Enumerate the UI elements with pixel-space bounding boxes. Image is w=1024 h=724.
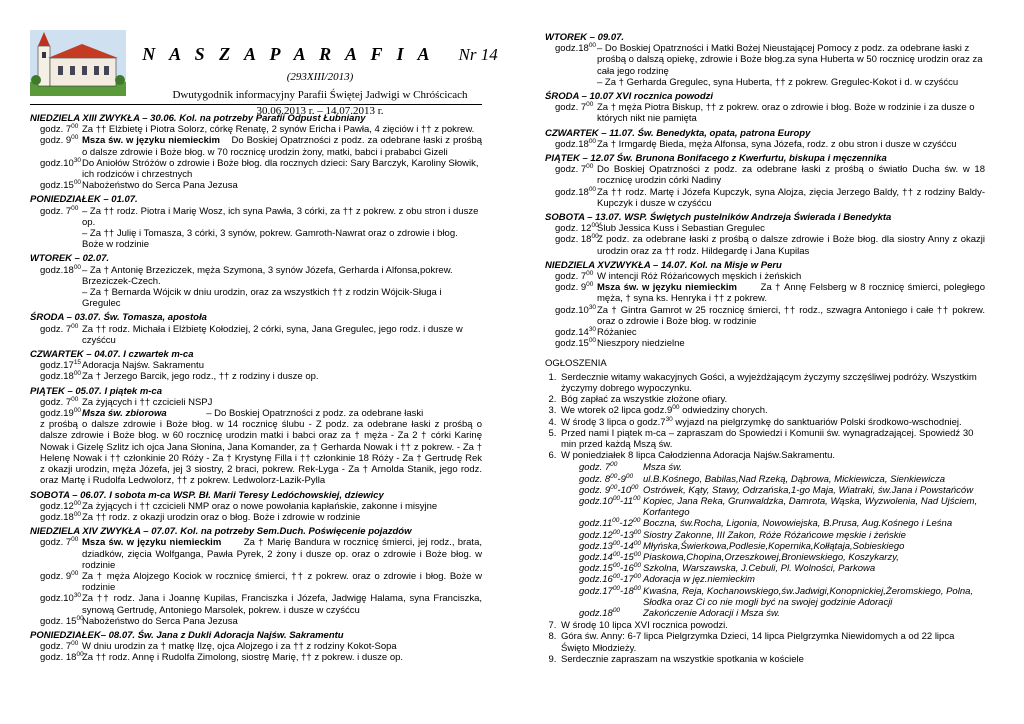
announcements-list <box>545 372 985 665</box>
day-section <box>545 91 985 125</box>
day-heading: CZWARTEK – 04.07. I czwartek m-ca <box>30 349 194 361</box>
day-section <box>30 526 482 627</box>
mass-entry <box>545 327 985 338</box>
mass-entry <box>30 397 482 408</box>
mass-intention: Za † męża Piotra Biskup, †† z pokrew. oraz o zdrowie i błog. Boże w rodzinie i za dusze o których nikt nie pamięta <box>597 102 975 125</box>
adoration-time: $godz.18^{00}$ <box>579 606 621 619</box>
mass-time: godz. $7^{00}$ <box>555 163 594 176</box>
mass-time: $godz.18^{00}$ <box>40 370 82 383</box>
mass-time: $godz.12^{00}$ <box>40 499 82 512</box>
mass-intention: Za †† Elżbietę i Piotra Solorz, córkę Renatę, 2 synów Ericha i Pawła, 4 zięciów i †† z pokrew. <box>82 124 475 136</box>
adoration-row <box>561 586 985 608</box>
adoration-time: godz. $8^{00}-9^{00}$ <box>579 472 634 485</box>
adoration-group: Młyńska,Świerkowa,Podlesie,Kopernika,Kołłątaja,Sobieskiego <box>643 540 905 552</box>
mass-intention: Msza św. zbiorowa – Do Boskiej Opatrzności z podz. za odebrane łaski <box>82 408 424 420</box>
mass-intention: Za †† rodz. Martę i Józefa Kupczyk, syna Alojza, zięcia Jerzego Baldy, †† z rodziny Baldy-Kupczyk i dusze w czyśćcu <box>597 186 985 209</box>
day-heading: CZWARTEK – 11.07. Św. Benedykta, opata, patrona Europy <box>545 127 811 139</box>
mass-entry <box>545 338 985 349</box>
mass-intention: Msza św. w języku niemieckim Do Boskiej Opatrzności z podz. za odebrane łaski z prośbą o dalsze zdrowie i Boże błog. w 70 rocznicę urodzin żony, matki, babci i prababci Gizeli <box>82 135 482 158</box>
adoration-group: Zakończenie Adoracji i Msza św. <box>643 607 780 619</box>
day-section <box>30 194 482 250</box>
adoration-row <box>561 541 985 552</box>
adoration-row <box>561 530 985 541</box>
mass-entry <box>30 287 482 309</box>
announcement-item: 3. We wtorek o2 lipca $godz.9^{00}$ odwiedziny chorych. <box>559 405 985 416</box>
adoration-time: godz. $9^{00}-10^{00}$ <box>579 483 639 496</box>
day-heading: NIEDZIELA XIII ZWYKŁA – 30.06. Kol. na potrzeby Parafii Odpust Łubniany <box>30 113 366 124</box>
adoration-time: $godz.12^{00}-13^{00}$ <box>579 528 642 541</box>
mass-intention: Ślub Jessica Kuss i Sebastian Gregulec <box>597 223 765 235</box>
day-heading: SOBOTA – 06.07. I sobota m-ca WSP. Bł. Marii Teresy Ledóchowskiej, dziewicy <box>30 489 384 501</box>
mass-time: godz. $7^{00}$ <box>40 322 79 335</box>
mass-entry <box>545 223 985 234</box>
right-column <box>545 32 985 665</box>
day-heading: ŚRODA – 03.07. Św. Tomasza, apostoła <box>30 312 207 324</box>
mass-entry <box>30 265 482 287</box>
mass-entry <box>30 512 482 523</box>
mass-intention: Nabożeństwo do Serca Pana Jezusa <box>82 615 238 627</box>
mass-entry <box>30 324 482 346</box>
mass-intention: Za † Jerzego Barcik, jego rodz., †† z rodziny i dusze op. <box>82 371 319 383</box>
adoration-row <box>561 485 985 496</box>
mass-intention: Za żyjących i †† czcicieli NMP oraz o nowe powołania kapłańskie, zakonne i misyjne <box>82 500 438 512</box>
mass-intention: Msza św. w języku niemieckim Za † Annę Felsberg w 8 rocznicę śmierci, poległego męża, † syna ks. Henryka i †† z pokrew. <box>597 282 985 305</box>
day-section <box>30 490 482 524</box>
mass-entry <box>545 305 985 327</box>
mass-intention: z prośbą o dalsze zdrowie i Boże błog. w 14 rocznicę ślubu - Z podz. za odebrane łaski z prośbą o dalsze zdrowie i Boże błog. w 60 rocznicę urodzin matki i babci oraz za † męża - Za 2 † córki Karinę Nowak i Gizelę Szlitz ich ojca Jana Słonina, Jana Komander, za † Gerharda Nowak i †† z pokrew. - Za † Helenę Nowak i †† członkinie 20 Róży - Za † Krystynę Filla i †† członkinie 18 Róży - Za † Gertrudę Rek z okazji urodzin, męża Józefa, jej 3 siostry, 2 braci, pokrew. Rek-Lyga - Za † Arnolda Stanik, jego rodz. oraz Martę i Rudolfa Ledwolorz, †† z pokrew. Ledwolorz-Lazik-Pylla <box>40 419 482 487</box>
mass-time: godz. $7^{00}$ <box>555 101 594 114</box>
masthead-divider <box>30 104 482 105</box>
mass-intention: – Za † Bernarda Wójcik w dniu urodzin, oraz za wszystkich †† z rodzin Wójcik-Sługa i Greguleс <box>82 287 442 310</box>
adoration-time: $godz.14^{00}-15^{00}$ <box>579 550 642 563</box>
mass-time: $godz.15^{00}$ <box>40 179 82 192</box>
day-section <box>30 349 482 383</box>
mass-time: $godz.18^{00}$ <box>555 137 597 150</box>
mass-entry <box>545 77 985 88</box>
mass-entry <box>30 593 482 615</box>
mass-entry <box>545 282 985 304</box>
adoration-time: $godz.11^{00}-12^{00}$ <box>579 517 641 530</box>
mass-time: $godz.19^{00}$ <box>40 406 82 420</box>
mass-intention: W intencji Róż Różańcowych męskich i żeńskich <box>597 271 802 283</box>
adoration-time: $godz.16^{00}-17^{00}$ <box>579 573 642 586</box>
adoration-group: Kwaśna, Reja, Kochanowskiego,św.Jadwigi,Konopnickiej,Żeromskiego, Polna, Słodka oraz Ci co nie mogli być na swojej godzinie Adoracji <box>643 585 974 608</box>
mass-intention: Za †† rodz. Michała i Elżbietę Kołodziej, 2 córki, syna, Jana Gregulec, jego rodz. i dusze w czyśćcu <box>82 323 463 346</box>
mass-entry <box>545 102 985 124</box>
day-section <box>545 212 985 257</box>
day-section <box>545 153 985 209</box>
newsletter-title: N A S Z A P A R A F I A <box>142 44 435 64</box>
adoration-time: $godz.15^{00}-16^{00}$ <box>579 561 642 575</box>
mass-time: $godz.10^{30}$ <box>40 156 82 169</box>
mass-entry <box>30 616 482 627</box>
day-section <box>30 312 482 346</box>
adoration-group: Boczna, św.Rocha, Ligonia, Nowowiejska, B.Prusa, Aug.Kośnego i Leśna <box>643 518 953 530</box>
mass-entry <box>545 43 985 77</box>
mass-entry <box>545 187 985 209</box>
announcement-item: 4. W środę 3 lipca o $godz.7^{30}$ wyjazd na pielgrzymkę do sanktuariów Polski środkowo-wschodniej. <box>559 417 985 428</box>
mass-entry <box>30 641 482 652</box>
mass-time: godz. $7^{00}$ <box>40 123 79 136</box>
mass-time: godz. $15^{00}$ <box>40 614 84 627</box>
church-illustration <box>30 30 126 96</box>
day-heading: WTOREK – 09.07. <box>545 32 625 43</box>
day-heading: PONIEDZIAŁEK– 08.07. Św. Jana z Dukli Adoracja Najśw. Sakramentu <box>30 629 344 641</box>
adoration-schedule <box>561 462 985 619</box>
adoration-row <box>561 518 985 529</box>
mass-time: godz. $9^{00}$ <box>40 569 79 582</box>
mass-intention: Za † męża Alojzego Kociok w rocznicę śmierci, †† z pokrew. oraz o zdrowie i błog. Boże w rodzinie <box>82 570 482 594</box>
mass-time: godz. $12^{00}$ <box>555 222 599 235</box>
mass-entry <box>30 537 482 571</box>
mass-time: godz. $9^{00}$ <box>555 281 594 294</box>
mass-entry <box>30 501 482 512</box>
newsletter-subtitle: Dwutygodnik informacyjny Parafii Świętej Jadwigi w Chróścicach <box>172 89 468 101</box>
announcement-item: 2. Bóg zapłać za wszystkie złożone ofiary. <box>559 394 985 405</box>
mass-time: godz. $7^{00}$ <box>40 639 79 653</box>
mass-intention: – Do Boskiej Opatrzności i Matki Bożej Nieustającej Pomocy z podz. za odebrane łaski z prośbą o dalszą opiekę, zdrowie i Boże błog.za syna Huberta w 50 rocznicę urodzin oraz za cała jego rodzinę <box>597 43 983 77</box>
adoration-group: Szkolna, Warszawska, J.Cebuli, Pl. Wolności, Parkowa <box>643 563 876 575</box>
mass-time: $godz.18^{00}$ <box>40 263 82 276</box>
mass-entry <box>545 271 985 282</box>
day-section <box>545 260 985 350</box>
announcements-title: OGŁOSZENIA <box>545 358 607 370</box>
mass-intention: Do Boskiej Opatrzności z podz. za odebrane łaski z prośbą o światło Ducha św. w 18 rocznicę urodzin córki Nadiny <box>597 164 985 187</box>
adoration-row <box>561 474 985 485</box>
mass-intention: Nabożeństwo do Serca Pana Jezusa <box>82 180 238 192</box>
day-section <box>545 32 985 88</box>
day-heading: PIĄTEK – 05.07. I piątek m-ca <box>30 385 163 397</box>
mass-time: $godz.18^{00}$ <box>555 185 597 198</box>
day-section <box>30 253 482 309</box>
mass-intention: Nieszpory niedzielne <box>597 338 685 350</box>
adoration-row <box>561 552 985 563</box>
mass-intention: Do Aniołów Stróżów o zdrowie i Boże błog. dla rocznych dzieci: Sary Barczyk, Karoliny Słowik, ich rodziców i chrzestnych <box>82 157 479 181</box>
mass-entry <box>30 206 482 228</box>
adoration-row <box>561 563 985 574</box>
mass-intention: – Za †† rodz. Piotra i Marię Wosz, ich syna Pawła, 3 córki, za †† z pokrew. z obu stron i dusze op. <box>82 205 479 228</box>
mass-intention: Za † Irmgardę Bieda, męża Alfonsa, syna Józefa, rodz. z obu stron i dusze w czyśćcu <box>597 138 957 150</box>
adoration-group: Siostry Zakonne, III Zakon, Róże Różańcowe męskie i żeńskie <box>643 529 906 541</box>
day-heading: NIEDZIELA XVZWYKŁA – 14.07. Kol. na Misje w Peru <box>545 259 782 271</box>
mass-time: $godz.10^{30}$ <box>555 303 597 316</box>
announcement-item: 6. W poniedziałek 8 lipca Całodzienna Adoracja Najśw.Sakramentu. godz. $7^{00}$ Msza św. godz. $8^{00}-9^{00}$ ul.B.Kośnego, Babilas,Nad Rzeką, Dąbrowa, Mickiewicza, Sienkiewicza godz. $9^{00}-10^{00}$ Ostrówek, Kąty, Stawy, Odrzańska,1-go Maja, Wiatraki, św.Jana i Powstańców $godz.10^{00}-11^{00}$ Kopiec, Jana Reka, Grunwaldzka, Damrota, Wąska, Wyzwolenia, Nad Ujściem, Korfantego $godz.11^{00}-12^{00}$ Boczna, św.Rocha, Ligonia, Nowowiejska, B.Prusa, Aug.Kośnego i Leśna $godz.12^{00}-13^{00}$ Siostry Zakonne, III Zakon, Róże Różańcowe męskie i żeńskie $godz.13^{00}-14^{00}$ Młyńska,Świerkowa,Podlesie,Kopernika,Kołłątaja,Sobieskiego $godz.14^{00}-15^{00}$ Piaskowa,Chopina,Orzeszkowej,Broniewskiego, Koszykarzy, $godz.15^{00}-16^{00}$ Szkolna, Warszawska, J.Cebuli, Pl. Wolności, Parkowa $godz.16^{00}-17^{00}$ Adoracja w jęz.niemieckim $godz.17^{00}-18^{00}$ Kwaśna, Reja, Kochanowskiego,św.Jadwigi,Konopnickiej,Żeromskiego, Polna, Słodka oraz Ci co nie mogli być na swojej godzinie Adoracji $godz.18^{00}$ Zakończenie Adoracji i Msza św. <box>559 450 985 619</box>
mass-entry <box>30 180 482 191</box>
mass-time: godz. $18^{00}$ <box>40 651 84 664</box>
left-column <box>30 110 482 664</box>
mass-time: $godz.10^{30}$ <box>40 592 82 605</box>
mass-entry <box>30 124 482 135</box>
mass-entry <box>545 139 985 150</box>
adoration-row <box>561 496 985 518</box>
day-section <box>30 113 482 191</box>
day-heading: PIĄTEK – 12.07 Św. Brunona Bonifacego z Kwerfurtu, biskupa i męczennika <box>545 153 887 165</box>
mass-intention: Za † Gintra Gamrot w 25 rocznicę śmierci, †† rodz., szwagra Antoniego i całe †† pokrew. oraz o zdrowie i Boże błog. w rodzinie <box>597 304 985 327</box>
mass-intention: Różaniec <box>597 327 637 339</box>
mass-intention: – Za † Antonię Brzeziczek, męża Szymona, 3 synów Józefa, Gerharda i Alfonsa,pokrew. Brzeziczek-Czech. <box>82 264 453 287</box>
adoration-time: $godz.10^{00}-11^{00}$ <box>579 494 641 507</box>
announcement-item: 9. Serdecznie zapraszam na wszystkie spotkania w kościele <box>559 654 985 665</box>
announcement-item: 8. Góra św. Anny: 6-7 lipca Pielgrzymka Dzieci, 14 lipca Pielgrzymka Niewidomych a od 22 lipca Święto Młodzieży. <box>559 631 985 653</box>
mass-intention: Za żyjących i †† czcicieli NSPJ <box>82 396 213 408</box>
adoration-group: Kopiec, Jana Reka, Grunwaldzka, Damrota, Wąska, Wyzwolenia, Nad Ujściem, Korfantego <box>643 495 978 519</box>
day-heading: PONIEDZIAŁEK – 01.07. <box>30 194 138 206</box>
mass-entry <box>30 371 482 382</box>
adoration-time: $godz.17^{00}-18^{00}$ <box>579 584 642 597</box>
adoration-time: godz. $7^{00}$ <box>579 461 618 474</box>
mass-time: godz. $7^{00}$ <box>40 536 79 549</box>
mass-time: $godz.18^{00}$ <box>40 510 82 523</box>
mass-entry <box>30 135 482 157</box>
mass-entry <box>30 228 482 250</box>
mass-entry <box>545 234 985 256</box>
mass-intention: Adoracja Najśw. Sakramentu <box>82 360 204 372</box>
mass-intention: Za †† rodz. Jana i Joannę Kupilas, Franciszka i Józefa, Jadwigę Halama, syna Franciszka, synową Gertrudę, Antoniego Marsolek, pokrew. i dusze w czyśćcu <box>82 593 482 616</box>
mass-entry <box>545 164 985 186</box>
mass-entry <box>30 408 482 419</box>
mass-time: $godz.15^{00}$ <box>555 337 597 350</box>
day-heading: WTOREK – 02.07. <box>30 253 110 265</box>
adoration-row <box>561 462 985 473</box>
day-section <box>545 128 985 150</box>
day-heading: NIEDZIELA XIV ZWYKŁA – 07.07. Kol. na potrzeby Sem.Duch. Poświęcenie pojazdów <box>30 526 412 538</box>
mass-time: godz. $18^{00}$ <box>555 233 599 246</box>
day-heading: SOBOTA – 13.07. WSP. Świętych pustelników Andrzeja Świerada i Benedykta <box>545 212 892 224</box>
masthead <box>30 30 498 117</box>
mass-intention: Za †† rodz. Annę i Rudolfa Zimolong, siostrę Marię, †† z pokrew. i dusze op. <box>82 652 404 664</box>
adoration-row <box>561 608 985 619</box>
mass-time: $godz.17^{15}$ <box>40 359 82 372</box>
mass-entry <box>30 652 482 663</box>
mass-time: godz. $7^{00}$ <box>555 269 594 283</box>
adoration-group: ul.B.Kośnego, Babilas,Nad Rzeką, Dąbrowa, Mickiewicza, Sienkiewicza <box>643 473 946 485</box>
mass-intention: – Za †† Julię i Tomasza, 3 córki, 3 synów, pokrew. Gamroth-Nawrat oraz o zdrowie i błog. Boże w rodzinie <box>82 228 458 251</box>
mass-intention: Msza św. w języku niemieckim Za † Marię Bandura w rocznicę śmierci, jej rodz., brata, dziadków, zięcia Wolfganga, Pawła Pyrek, 2 żony i dusze op. oraz o zdrowie i Boże błog. w rodzinie <box>82 537 482 571</box>
adoration-group: Piaskowa,Chopina,Orzeszkowej,Broniewskiego, Koszykarzy, <box>643 551 899 563</box>
adoration-group: Msza św. <box>643 462 683 474</box>
issue-number: Nr 14 (293XIII/2013) <box>286 45 498 83</box>
issue-dates: 30.06.2013 r. – 14.07.2013 r. <box>256 105 384 117</box>
mass-time: godz. $9^{00}$ <box>40 134 79 147</box>
announcement-item: 5. Przed nami I piątek m-ca – zapraszam do Spowiedzi i Komunii św. wynagradzającej. Spowiedź 30 min przed każdą Mszą św. <box>559 428 985 450</box>
mass-entry <box>30 571 482 593</box>
mass-intention: Za †† rodz. z okazji urodzin oraz o błog. Boże i zdrowie w rodzinie <box>82 511 361 523</box>
day-heading: ŚRODA – 10.07 XVI rocznica powodzi <box>545 91 714 103</box>
mass-time: $godz.14^{30}$ <box>555 325 597 339</box>
day-section <box>30 386 482 487</box>
adoration-group: Ostrówek, Kąty, Stawy, Odrzańska,1-go Maja, Wiatraki, św.Jana i Powstańców <box>643 484 974 496</box>
mass-intention: Z podz. za odebrane łaski z prośbą o dalsze zdrowie i Boże błog. dla siostry Anny z okazji urodzin oraz za †† rodz. Hildegardę i Jana Kupilas <box>597 234 985 257</box>
adoration-time: $godz.13^{00}-14^{00}$ <box>579 539 642 552</box>
day-section <box>30 630 482 664</box>
mass-entry <box>30 360 482 371</box>
mass-time: godz. $7^{00}$ <box>40 395 79 408</box>
mass-intention: – Za † Gerharda Gregulec, syna Huberta, †† z pokrew. Gregulec-Kokot i d. w czyśćcu <box>597 76 959 88</box>
mass-time: $godz.18^{00}$ <box>555 42 597 55</box>
announcement-item: 7. W środę 10 lipca XVI rocznica powodzi. <box>559 620 985 631</box>
adoration-group: Adoracja w jęz.niemieckim <box>643 574 755 586</box>
mass-intention: W dniu urodzin za † matkę Ilzę, ojca Alojzego i za †† z rodziny Kokot-Sopa <box>82 641 397 653</box>
masthead-text <box>130 44 510 117</box>
adoration-row <box>561 574 985 585</box>
announcement-item: 1. Serdecznie witamy wakacyjnych Gości, a wyjeżdżającym życzymy szczęśliwej podróży. Wszystkim życzymy dobrego wypoczynku. <box>559 372 985 394</box>
mass-entry <box>30 158 482 180</box>
mass-time: godz. $7^{00}$ <box>40 204 79 217</box>
